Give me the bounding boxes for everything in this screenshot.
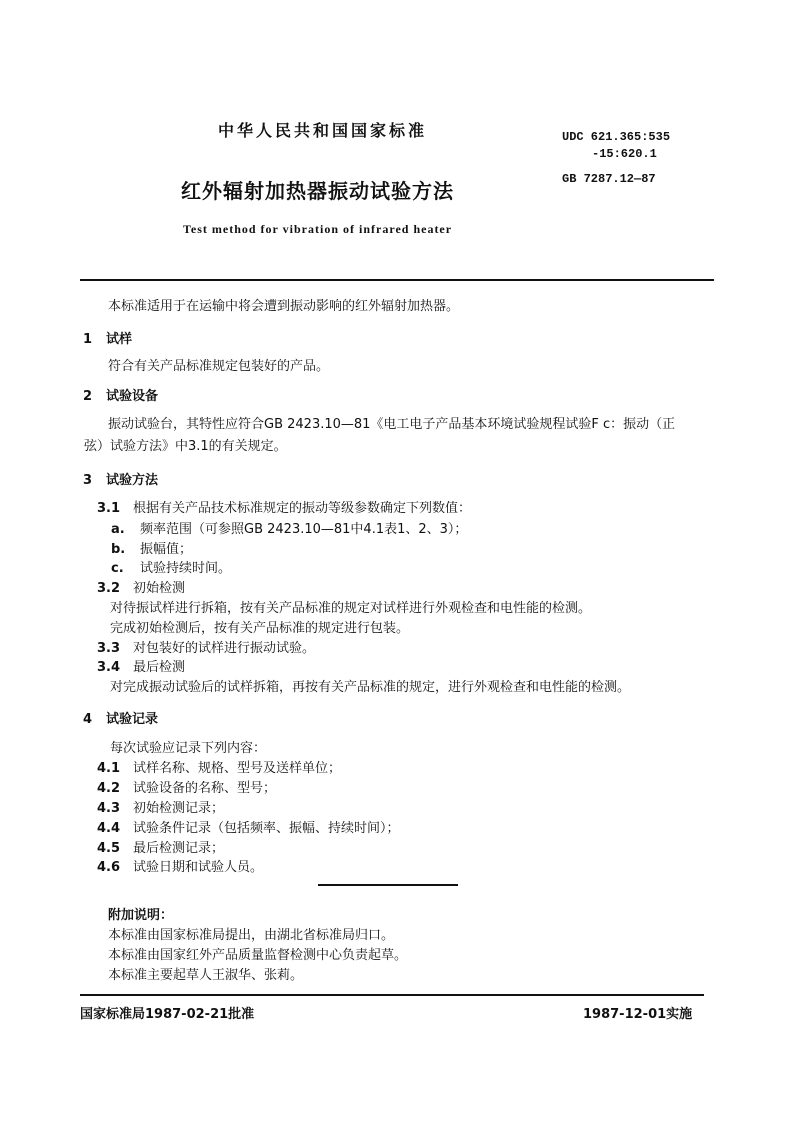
clause-3-3-text: 对包装好的试样进行振动试验。 [133, 641, 316, 656]
implementation-date: 1987-12-01实施 [583, 1007, 693, 1022]
section-3-title: 试验方法 [106, 473, 159, 488]
section-4-title: 试验记录 [106, 712, 159, 727]
section-1-text: 符合有关产品标准规定包装好的产品。 [108, 359, 330, 374]
udc-code-line1: UDC 621.365:535 [562, 130, 671, 144]
footer-divider [80, 994, 704, 996]
document-title-cn: 红外辐射加热器振动试验方法 [181, 179, 454, 203]
item-a-text: 频率范围（可参照GB 2423.10—81中4.1表1、2、3）； [140, 522, 468, 537]
section-2-number: 2 [83, 389, 93, 404]
record-4-3-text: 初始检测记录； [133, 801, 225, 816]
clause-3-3-number: 3.3 [97, 641, 121, 656]
record-4-3-number: 4.3 [97, 801, 121, 816]
record-4-6-text: 试验日期和试验人员。 [133, 860, 264, 875]
clause-3-2-line2: 完成初始检测后，按有关产品标准的规定进行包装。 [110, 621, 410, 636]
record-4-1-text: 试样名称、规格、型号及送样单位； [133, 761, 342, 776]
notes-heading: 附加说明： [108, 908, 174, 923]
section-4-number: 4 [83, 712, 93, 727]
header-divider [80, 279, 714, 281]
approval-date: 国家标准局1987-02-21批准 [80, 1007, 255, 1022]
section-2-text-line2: 弦）试验方法》中3.1的有关规定。 [84, 439, 287, 454]
section-2-title: 试验设备 [106, 389, 159, 404]
item-c-mark: c. [111, 561, 124, 576]
item-c-text: 试验持续时间。 [140, 561, 232, 576]
record-4-1-number: 4.1 [97, 761, 121, 776]
record-4-4-text: 试验条件记录（包括频率、振幅、持续时间）； [133, 821, 400, 836]
udc-code-line2: -15:620.1 [592, 147, 657, 161]
record-4-2-text: 试验设备的名称、型号； [133, 781, 277, 796]
notes-line-3: 本标准主要起草人王淑华、张莉。 [108, 968, 304, 983]
record-4-5-number: 4.5 [97, 841, 121, 856]
document-title-en: Test method for vibration of infrared heater [183, 222, 453, 236]
notes-line-2: 本标准由国家红外产品质量监督检测中心负责起草。 [108, 948, 408, 963]
item-a-mark: a. [111, 522, 125, 537]
clause-3-2-number: 3.2 [97, 581, 121, 596]
clause-3-1-number: 3.1 [97, 501, 121, 516]
clause-3-4-title: 最后检测 [133, 660, 186, 675]
national-standard-heading: 中华人民共和国国家标准 [218, 121, 428, 140]
gb-code: GB 7287.12—87 [562, 172, 656, 186]
record-4-2-number: 4.2 [97, 781, 121, 796]
scope-text: 本标准适用于在运输中将会遭到振动影响的红外辐射加热器。 [108, 299, 460, 314]
notes-line-1: 本标准由国家标准局提出，由湖北省标准局归口。 [108, 928, 395, 943]
section-1-number: 1 [83, 332, 93, 347]
section-2-text-line1: 振动试验台，其特性应符合GB 2423.10—81《电工电子产品基本环境试验规程试验F c：振动（正 [108, 417, 676, 432]
section-end-divider [318, 884, 458, 886]
section-3-number: 3 [83, 473, 93, 488]
section-1-title: 试样 [106, 332, 133, 347]
clause-3-4-line1: 对完成振动试验后的试样拆箱，再按有关产品标准的规定，进行外观检查和电性能的检测。 [110, 680, 631, 695]
record-4-5-text: 最后检测记录； [133, 841, 225, 856]
record-4-6-number: 4.6 [97, 860, 121, 875]
clause-3-2-line1: 对待振试样进行拆箱，按有关产品标准的规定对试样进行外观检查和电性能的检测。 [110, 601, 592, 616]
section-4-intro: 每次试验应记录下列内容： [110, 741, 267, 756]
item-b-mark: b. [111, 542, 126, 557]
record-4-4-number: 4.4 [97, 821, 121, 836]
item-b-text: 振幅值； [140, 542, 193, 557]
clause-3-4-number: 3.4 [97, 660, 121, 675]
clause-3-1-text: 根据有关产品技术标准规定的振动等级参数确定下列数值： [133, 501, 472, 516]
clause-3-2-title: 初始检测 [133, 581, 186, 596]
